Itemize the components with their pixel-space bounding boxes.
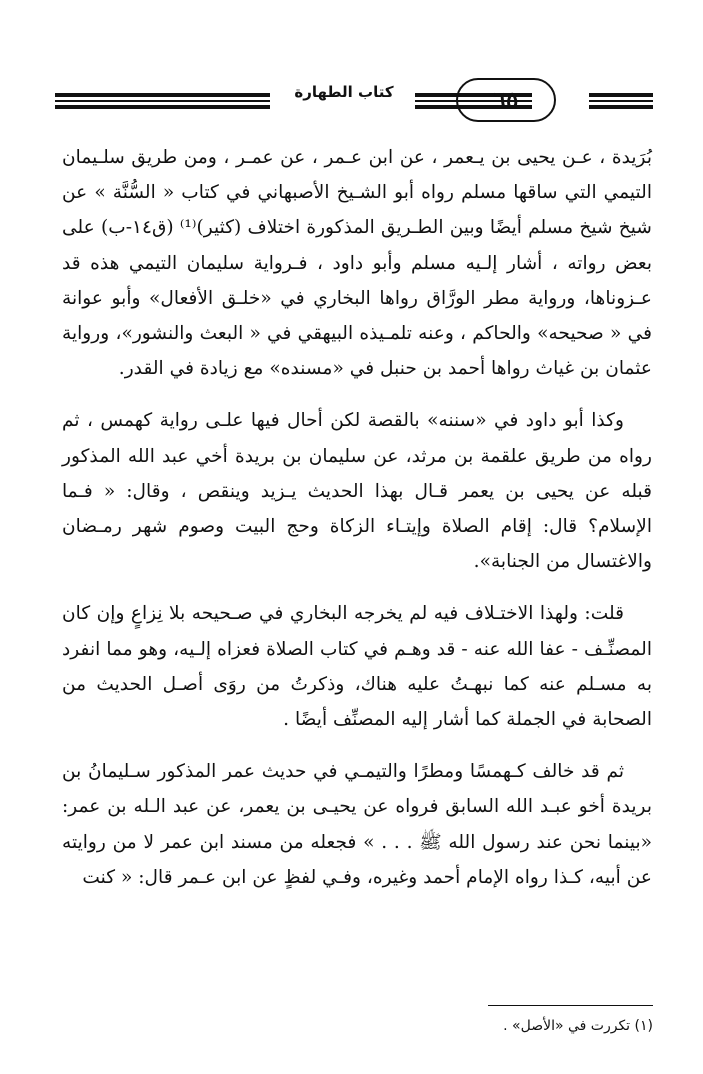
main-text [62,140,652,895]
footnote-divider [488,1005,653,1006]
page-header [55,78,653,126]
page-number: ٦٥ [456,78,556,122]
paragraph-3: قلت: ولهذا الاختـلاف فيه لم يخرجه البخاري في صـحيحه بلا نِزاعٍ وإن كان المصنِّـف - عفا الله عنه - قد وهـم في كتاب الصلاة فعزاه إلـيه، وهو مما انفرد به مسـلم عنه كما نبهـتُ عليه هناك، وذكرتُ من روَى أصـل الحديث من الصحابة في الجملة كما أشار إليه المصنِّف أيضًا . [62,603,652,731]
footnote-1: (١) تكررت في «الأصل» . [503,1018,653,1034]
running-title: كتاب الطهارة [294,83,394,101]
paragraph-2: وكذا أبو داود في «سننه» بالقصة لكن أحال فيها علـى رواية كهمس ، ثم رواه من طريق علقمة بن مرثد، عن سليمان بن بريدة أخي عبد الله المذكور قبله عن يحيى بن يعمر قـال بهذا الحديث يـزيد وينقص ، وقال: « فـما الإسلام؟ قال: إقام الصلاة وإيتـاء الزكاة وحج البيت وصوم شهر رمـضان والاغتسال من الجنابة». [62,410,652,573]
header-rule-left [55,93,270,112]
paragraph-4: ثم قد خالف كـهمسًا ومطرًا والتيمـي في حديث عمر المذكور سـليمانُ بن بريدة أخو عبـد الله السابق فرواه عن يحيـى بن يعمر، عن عبد الـله بن عمر: «بينما نحن عند رسول الله ﷺ . . . » فجعله من مسند ابن عمر لا من روايته عن أبيه، كـذا رواه الإمام أحمد وغيره، وفـي لفظٍ عن ابن عـمر قال: « كنت [62,761,652,888]
paragraph-1: بُرَيدة ، عـن يحيى بن يـعمر ، عن ابن عـمر ، عن عمـر ، ومن طريق سلـيمان التيمي التي ساقها مسلم رواه أبو الشـيخ الأصبهاني في كتاب « السُّنَّة » عن شيخ شيخ مسلم أيضًا وبين الطـريق المذكورة اختلاف (كثير)⁽¹⁾ (ق١٤-ب) على بعض رواته ، أشار إلـيه مسلم وأبو داود ، فـرواية سليمان التيمي هذه قد عـزوناها، ورواية مطر الورَّاق رواها البخاري في «خلـق الأفعال» وأبو عوانة في « صحيحه» والحاكم ، وعنه تلمـيذه البيهقي في « البعث والنشور»، ورواية عثمان بن غياث رواها أحمد بن حنبل في «مسنده» مع زيادة في القدر. [62,147,652,380]
header-rule-right [589,93,653,112]
